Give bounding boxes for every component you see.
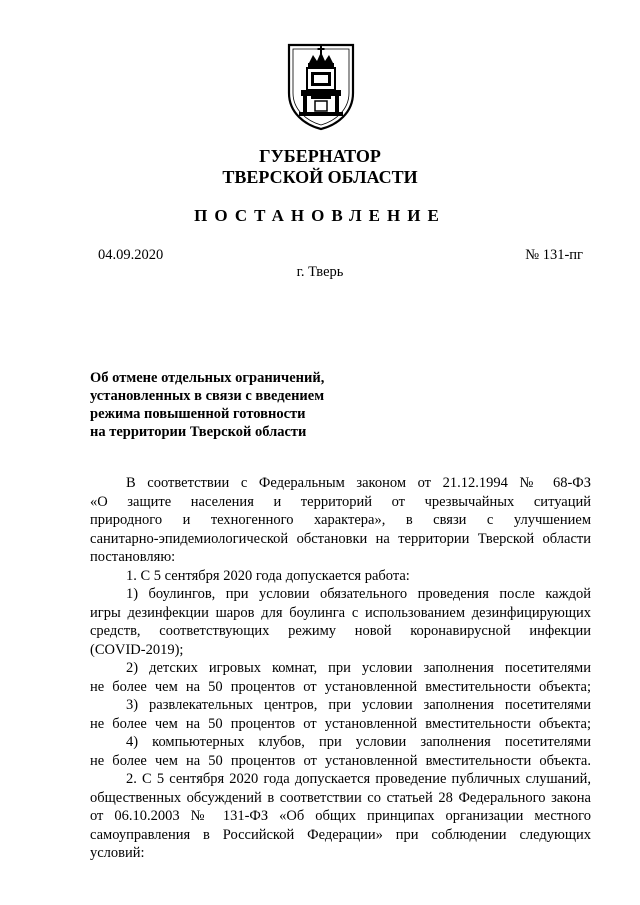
body-line: постановляю: <box>90 549 176 565</box>
document-date: 04.09.2020 <box>98 247 164 263</box>
body-line: (COVID-2019); <box>90 641 184 658</box>
body-line: условий: <box>90 845 145 861</box>
body-line: игры дезинфекции шаров для боулинга с использованием дезинфицирующих <box>90 604 591 621</box>
tver-coat-of-arms-icon <box>285 41 357 131</box>
document-type: ПОСТАНОВЛЕНИЕ <box>194 206 446 225</box>
document-body <box>90 474 591 863</box>
body-line: 1) боулингов, при условии обязательного проведения после каждой <box>126 586 591 602</box>
document-city: г. Тверь <box>296 264 344 280</box>
body-line: санитарно-эпидемиологической обстановки на территории Тверской области <box>90 530 591 547</box>
body-line: не более чем на 50 процентов от установленной вместительности объекта; <box>90 715 591 732</box>
body-line: общественных обсуждений в соответствии со статьей 28 Федерального закона <box>90 789 591 806</box>
body-line: от 06.10.2003 № 131-ФЗ «Об общих принципах организации местного <box>90 808 591 824</box>
title-line: Об отмене отдельных ограничений, <box>90 370 325 386</box>
document-number: № 131-пг <box>525 247 583 263</box>
body-line: природного и техногенного характера», в связи с улучшением <box>90 512 591 528</box>
org-name-line2: ТВЕРСКОЙ ОБЛАСТИ <box>222 167 418 187</box>
body-line: 1. С 5 сентября 2020 года допускается работа: <box>126 567 410 584</box>
body-line: 4) компьютерных клубов, при условии заполнения посетителями <box>126 734 591 750</box>
body-line: 2. С 5 сентября 2020 года допускается проведение публичных слушаний, <box>126 771 591 787</box>
document-title <box>90 369 390 441</box>
title-line: на территории Тверской области <box>90 424 307 440</box>
body-line: 3) развлекательных центров, при условии заполнения посетителями <box>126 697 591 713</box>
body-line: не более чем на 50 процентов от установленной вместительности объекта; <box>90 678 591 695</box>
body-line: 2) детских игровых комнат, при условии заполнения посетителями <box>126 660 591 676</box>
body-line: самоуправления в Российской Федерации» при соблюдении следующих <box>90 826 591 843</box>
title-line: установленных в связи с введением <box>90 388 325 404</box>
org-name-line1: ГУБЕРНАТОР <box>259 146 381 166</box>
title-line: режима повышенной готовности <box>90 406 306 422</box>
body-line: «О защите населения и территорий от чрезвычайных ситуаций <box>90 493 591 510</box>
body-line: не более чем на 50 процентов от установленной вместительности объекта. <box>90 752 591 769</box>
body-line: В соответствии с Федеральным законом от 21.12.1994 № 68-ФЗ <box>126 475 591 491</box>
body-line: средств, соответствующих режиму новой коронавирусной инфекции <box>90 623 591 639</box>
